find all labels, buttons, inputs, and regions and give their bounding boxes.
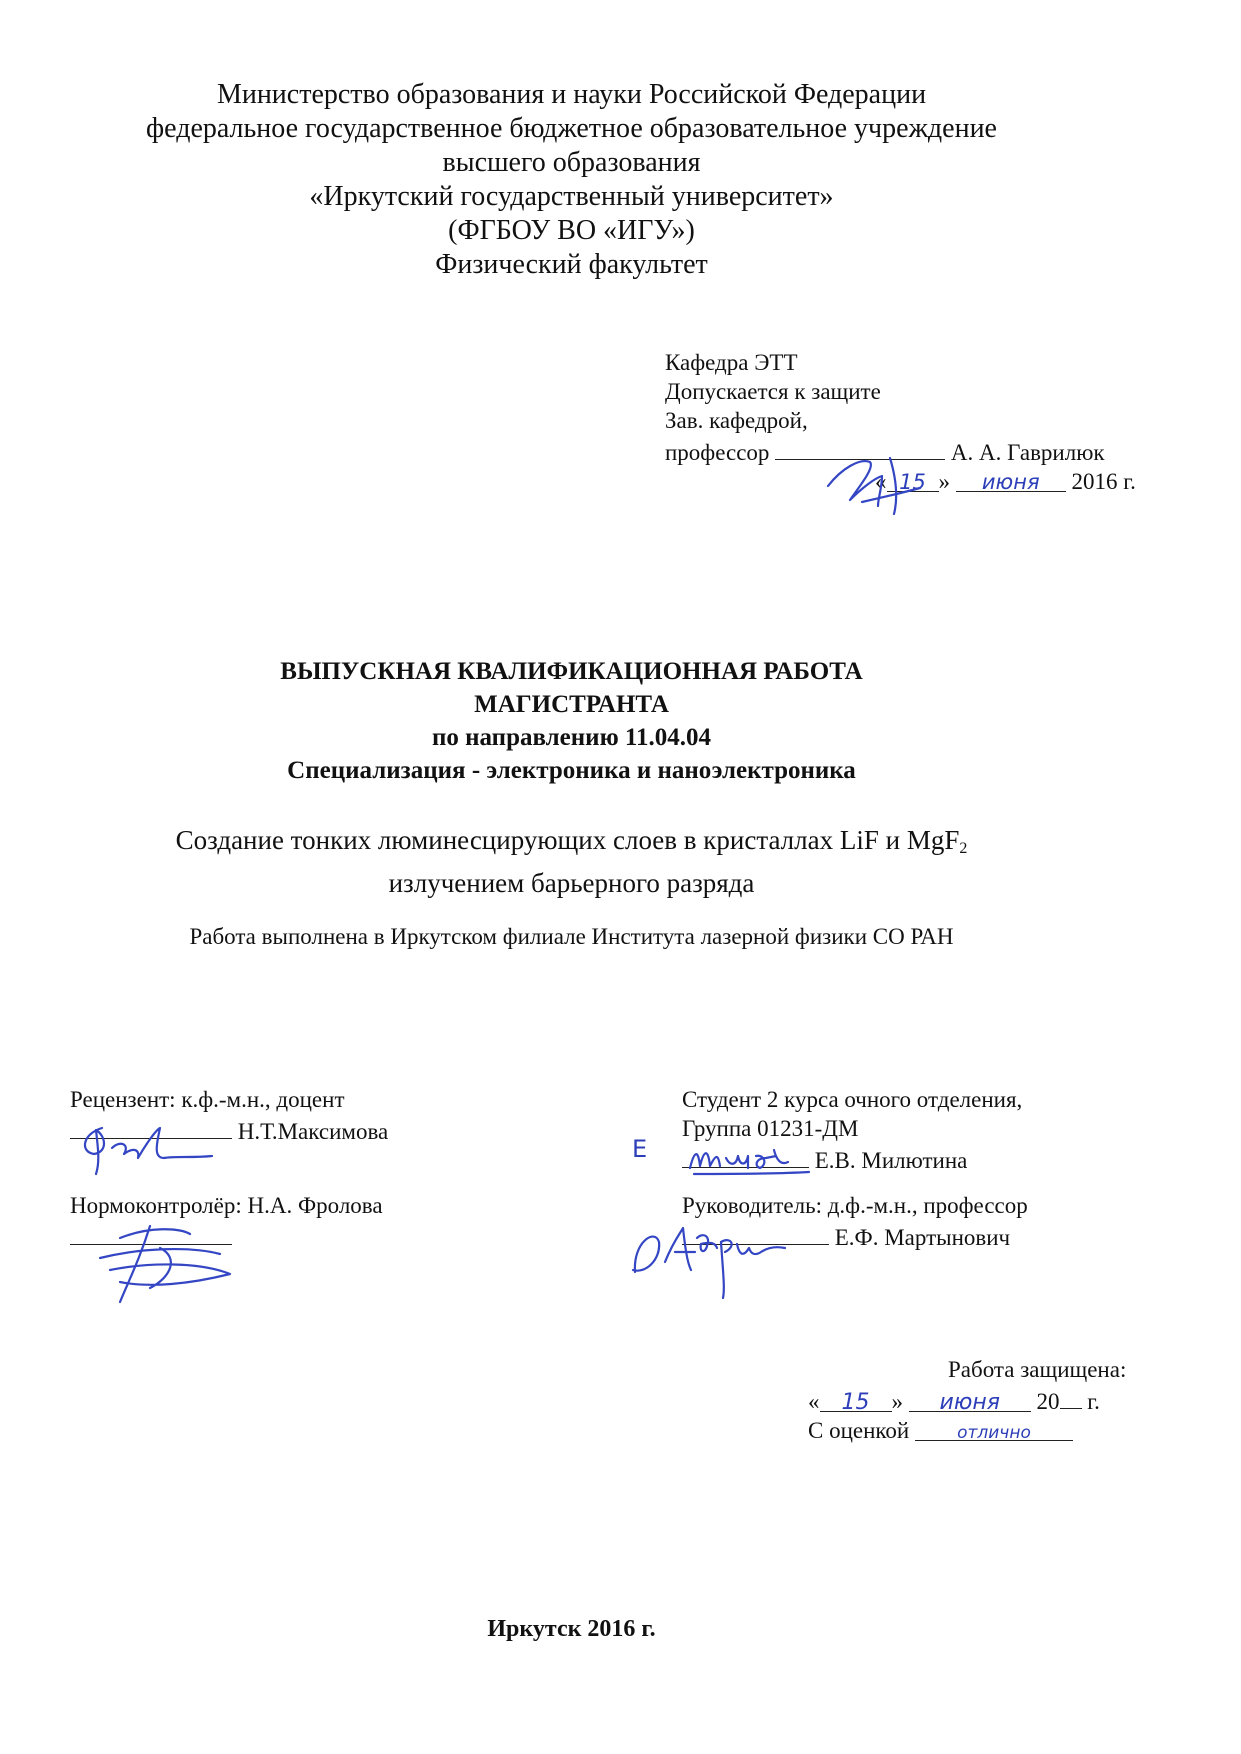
reviewer-name: Н.Т.Максимова bbox=[237, 1119, 389, 1144]
reviewer-signature-drawing bbox=[72, 1118, 222, 1178]
thesis-title-block bbox=[0, 655, 1241, 787]
supervisor-name: Е.Ф. Мартынович bbox=[834, 1225, 1011, 1250]
head-name: А. А. Гаврилюк bbox=[950, 440, 1105, 465]
quote-close: » bbox=[938, 469, 950, 494]
ministry-header bbox=[0, 78, 1241, 282]
grade-handwritten: отлично bbox=[957, 1423, 1031, 1443]
defense-year-suffix: г. bbox=[1087, 1389, 1100, 1414]
head-signature-drawing bbox=[820, 448, 930, 518]
grade-field bbox=[915, 1416, 1073, 1441]
date-day-handwritten: 15 bbox=[899, 470, 926, 494]
thesis-specialization: Специализация - электроника и наноэлектроника bbox=[287, 757, 856, 784]
reviewer-title: Рецензент: к.ф.-м.н., доцент bbox=[70, 1087, 345, 1112]
supervisor-title: Руководитель: д.ф.-м.н., профессор bbox=[682, 1193, 1028, 1218]
defense-day-handwritten: 15 bbox=[841, 1390, 870, 1415]
defense-year: 20 bbox=[1036, 1389, 1060, 1414]
footer-text: Иркутск 2016 г. bbox=[487, 1616, 656, 1642]
defense-month-handwritten: июня bbox=[939, 1390, 1000, 1415]
header-line-university-name: «Иркутский государственный университет» bbox=[309, 181, 834, 212]
defense-day-field bbox=[820, 1387, 892, 1415]
date-year: 2016 г. bbox=[1071, 469, 1136, 494]
student-initial-handwritten: Е bbox=[632, 1135, 648, 1163]
defense-month-field bbox=[909, 1387, 1031, 1415]
topic-subscript: 2 bbox=[959, 840, 968, 857]
supervisor-signature-drawing bbox=[625, 1212, 815, 1302]
defense-quote-open: « bbox=[808, 1389, 820, 1414]
student-signature-drawing bbox=[684, 1140, 814, 1180]
header-line-institution-type: федеральное государственное бюджетное образовательное учреждение bbox=[146, 113, 997, 144]
thesis-topic bbox=[0, 823, 1241, 900]
header-line-ministry: Министерство образования и науки Российской Федерации bbox=[216, 79, 927, 110]
defense-quote-close: » bbox=[891, 1389, 903, 1414]
student-name: Е.В. Милютина bbox=[814, 1148, 968, 1173]
student-group: Группа 01231-ДМ bbox=[682, 1116, 859, 1141]
header-line-education-level: высшего образования bbox=[442, 147, 701, 178]
normcontrol-signature-drawing bbox=[90, 1218, 240, 1308]
defense-year-field bbox=[1060, 1384, 1082, 1409]
student-title: Студент 2 курса очного отделения, bbox=[682, 1087, 1023, 1112]
thesis-title-line1: ВЫПУСКНАЯ КВАЛИФИКАЦИОННАЯ РАБОТА bbox=[280, 658, 863, 685]
grade-row bbox=[808, 1416, 1126, 1445]
topic-line2: излучением барьерного разряда bbox=[388, 868, 755, 898]
department-label: Кафедра ЭТТ bbox=[665, 350, 798, 375]
topic-line1 bbox=[0, 823, 1241, 866]
position-label: профессор bbox=[665, 440, 770, 465]
defense-label: Работа защищена: bbox=[948, 1357, 1127, 1382]
grade-label: С оценкой bbox=[808, 1418, 910, 1443]
thesis-direction: по направлению 11.04.04 bbox=[431, 724, 712, 751]
topic-text: Создание тонких люминесцирующих слоев в кристаллах LiF и MgF bbox=[175, 825, 960, 855]
admitted-label: Допускается к защите bbox=[665, 379, 881, 404]
quote-open: « bbox=[875, 469, 887, 494]
header-line-faculty: Физический факультет bbox=[435, 249, 708, 280]
header-line-abbreviation: (ФГБОУ ВО «ИГУ») bbox=[448, 215, 695, 246]
thesis-title-line2: МАГИСТРАНТА bbox=[474, 691, 669, 718]
institution-note-text: Работа выполнена в Иркутском филиале Института лазерной физики СО РАН bbox=[189, 924, 954, 949]
head-of-department-label: Зав. кафедрой, bbox=[665, 408, 808, 433]
normcontrol-title: Нормоконтролёр: Н.А. Фролова bbox=[70, 1193, 383, 1218]
date-month-handwritten: июня bbox=[981, 470, 1040, 494]
institution-note bbox=[0, 920, 1241, 954]
defense-block bbox=[808, 1355, 1126, 1445]
defense-date-row bbox=[808, 1384, 1126, 1416]
date-month-field bbox=[956, 467, 1066, 492]
footer-place-year bbox=[0, 1612, 1241, 1646]
